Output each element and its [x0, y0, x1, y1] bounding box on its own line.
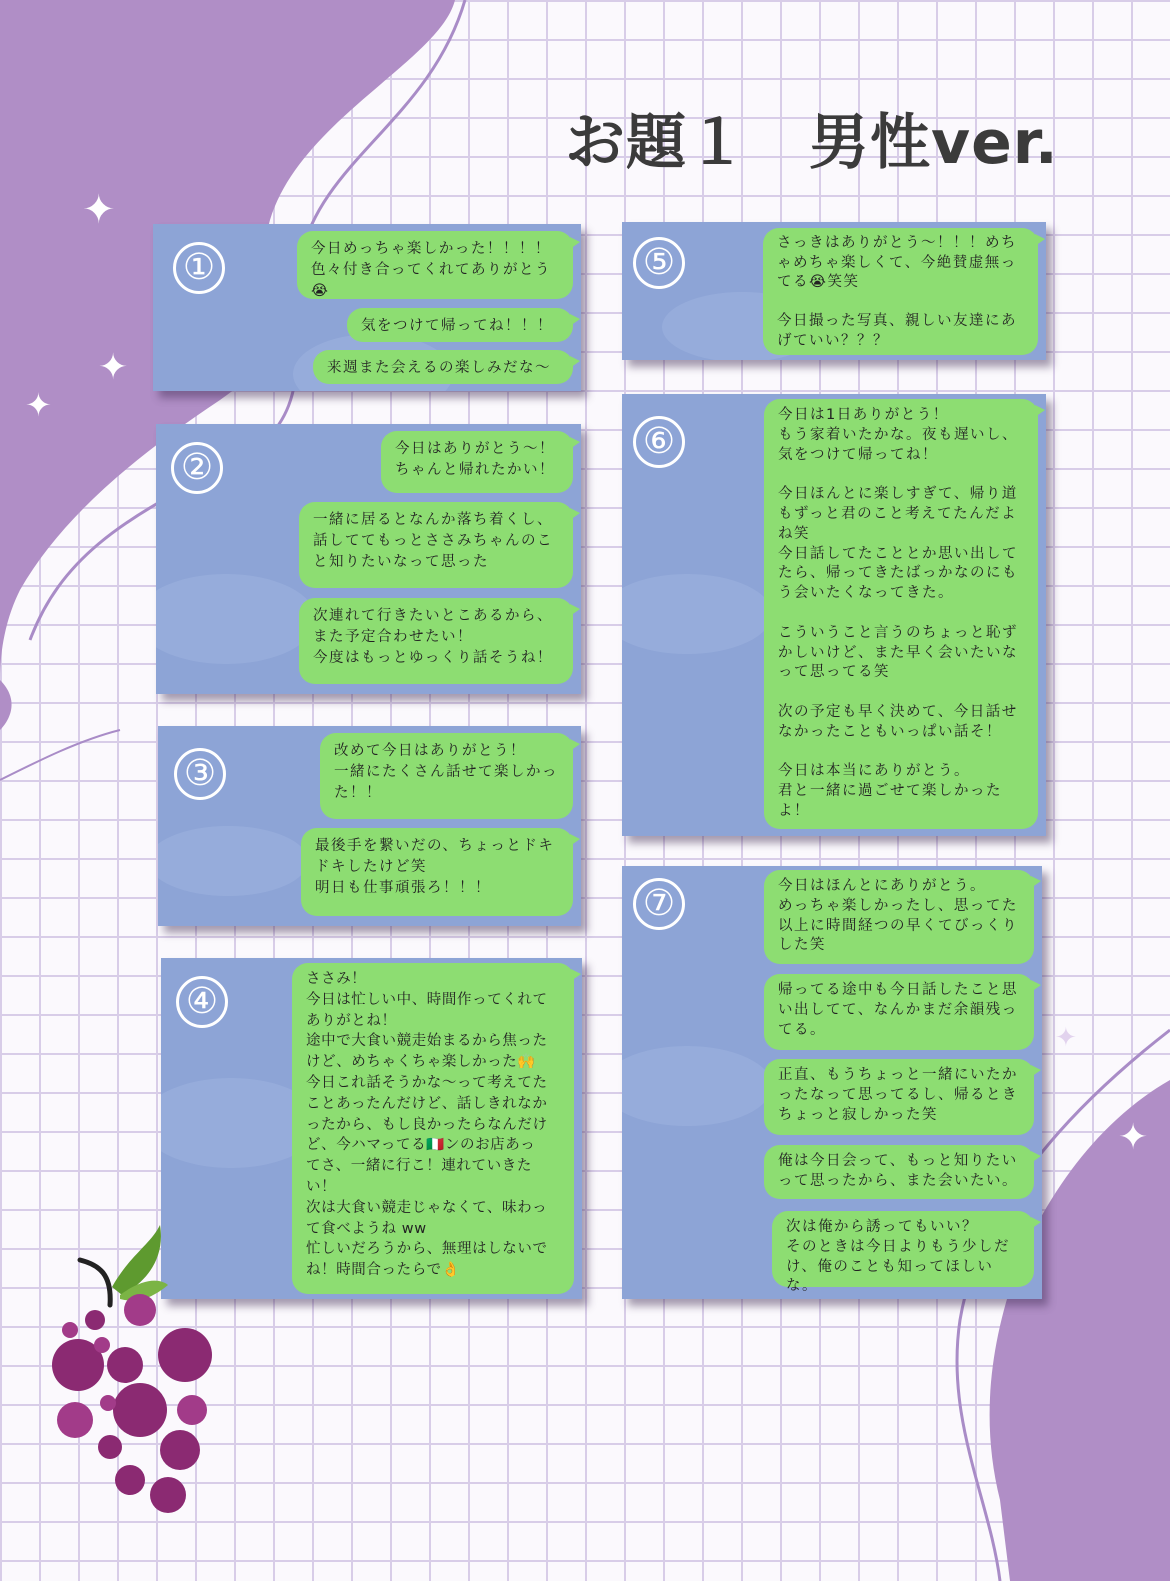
- chat-bubble: 今日はほんとにありがとう。 めっちゃ楽しかったし、思ってた 以上に時間経つの早くてびっくり した笑: [764, 870, 1034, 964]
- panel-number: ⑥: [633, 416, 685, 468]
- chat-bubble: 来週また会えるの楽しみだな〜: [313, 350, 573, 384]
- chat-bubble: 次は俺から誘ってもいい？ そのときは今日よりもう少しだ け、俺のことも知ってほしいな。: [772, 1211, 1034, 1287]
- sparkle-icon: ✦: [98, 347, 129, 388]
- sparkle-icon: ✦: [1118, 1117, 1149, 1158]
- chat-bubble: さっきはありがとう〜！！！めち ゃめちゃ楽しくて、今絶賛虚無っ てる😭笑笑 今日撮った写真、親しい友達にあ げていい？？？: [763, 228, 1038, 355]
- page-title: お題１ 男性ver.: [565, 108, 1059, 178]
- panel-1: [153, 224, 581, 391]
- panel-number: ②: [171, 442, 223, 494]
- chat-bubble: ささみ！ 今日は忙しい中、時間作ってくれて ありがとね！ 途中で大食い競走始まるから焦った けど、めちゃくちゃ楽しかった🙌 今日これ話そうかな〜って考えてた ことあったんだけど、話しきれなか ったから、もし良かったらなんだけ ど、今ハマってる🇮🇹ンのお店あっ てさ、一緒に行こ！連れていきた い！ 次は大食い競走じゃなくて、味わっ て食べようね ww 忙しいだろうから、無理はしないで ね！時間合ったらで👌: [292, 963, 574, 1294]
- chat-bubble: 気をつけて帰ってね！！！: [347, 308, 573, 342]
- panel-2: [156, 424, 581, 694]
- panel-3: [158, 726, 581, 926]
- panel-number: ⑦: [633, 878, 685, 930]
- chat-bubble: 俺は今日会って、もっと知りたい って思ったから、また会いたい。: [764, 1145, 1034, 1199]
- panel-number: ③: [174, 748, 226, 800]
- sparkle-icon: ✦: [1055, 1023, 1077, 1053]
- chat-bubble: 最後手を繋いだの、ちょっとドキ ドキしたけど笑 明日も仕事頑張ろ！！！: [301, 828, 573, 916]
- panel-number: ⑤: [633, 237, 685, 289]
- chat-bubble: 次連れて行きたいとこあるから、 また予定合わせたい！ 今度はもっとゆっくり話そうね！: [299, 598, 573, 684]
- sparkle-icon: ✦: [82, 187, 116, 233]
- panel-7: [622, 866, 1042, 1299]
- chat-bubble: 今日はありがとう〜！ ちゃんと帰れたかい！: [381, 431, 573, 493]
- panel-6: [622, 394, 1046, 836]
- sparkle-icon: ✦: [25, 386, 52, 424]
- chat-bubble: 帰ってる途中も今日話したこと思 い出してて、なんかまだ余韻残っ てる。: [764, 974, 1034, 1050]
- grape-illustration: [40, 1225, 230, 1525]
- chat-bubble: 今日は1日ありがとう！ もう家着いたかな。夜も遅いし、 気をつけて帰ってね！ 今日ほんとに楽しすぎて、帰り道 もずっと君のこと考えてたんだよ ね笑 今日話してたこととか思い出して たら、帰ってきたばっかなのにも う会いたくなってきた。 こういうこと言うのちょっと恥ず かしいけど、また早く会いたいな って思ってる笑 次の予定も早く決めて、今日話せ なかったこともいっぱい話そ！ 今日は本当にありがとう。 君と一緒に過ごせて楽しかった よ！: [764, 399, 1038, 829]
- chat-bubble: 改めて今日はありがとう！ 一緒にたくさん話せて楽しかっ た！！: [320, 733, 573, 819]
- panel-5: [622, 222, 1046, 360]
- chat-bubble: 正直、もうちょっと一緒にいたか ったなって思ってるし、帰るとき ちょっと寂しかった笑: [764, 1059, 1034, 1135]
- chat-bubble: 今日めっちゃ楽しかった！！！！ 色々付き合ってくれてありがとう 😭: [297, 231, 573, 299]
- panel-number: ④: [176, 976, 228, 1028]
- panel-number: ①: [173, 242, 225, 294]
- chat-bubble: 一緒に居るとなんか落ち着くし、 話しててもっとささみちゃんのこ と知りたいなって思った: [299, 502, 573, 588]
